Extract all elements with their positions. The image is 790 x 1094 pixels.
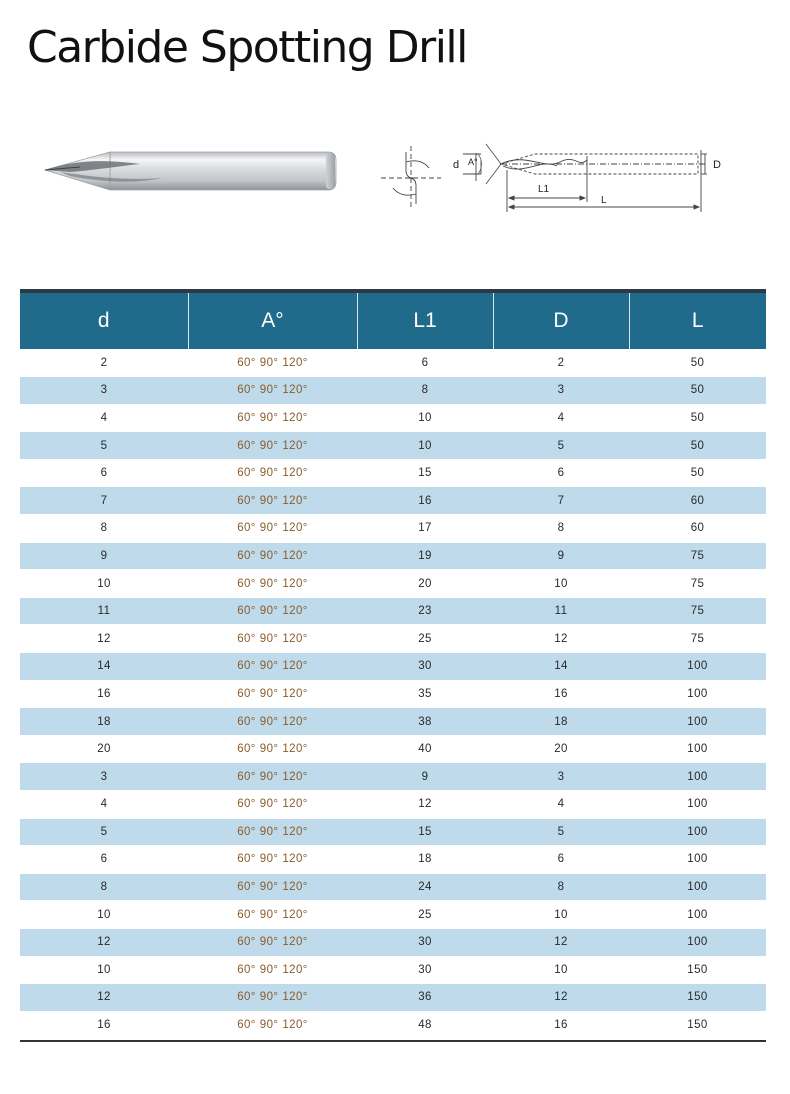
cell-d: 5 <box>20 432 188 460</box>
cell-angle <box>188 404 357 432</box>
table-row <box>20 818 766 846</box>
cell-d: 2 <box>100 356 108 369</box>
angle-value: 120° <box>282 522 308 535</box>
angle-value: 90° <box>259 660 279 673</box>
header-l1: L1 <box>357 291 493 349</box>
cell-shank-d: 11 <box>493 597 629 625</box>
header-l: L <box>629 291 766 349</box>
cell-l1: 10 <box>418 411 432 424</box>
angle-value: 90° <box>259 687 279 700</box>
cell-d: 8 <box>100 522 108 535</box>
cell-l: 100 <box>687 798 708 811</box>
cell-shank-d: 2 <box>557 356 565 369</box>
angle-value: 60° <box>237 798 256 811</box>
angle-value: 90° <box>259 439 279 452</box>
table-row <box>20 846 766 874</box>
cell-l: 50 <box>629 377 766 405</box>
angle-value: 90° <box>259 798 279 811</box>
angle-value: 60° <box>237 991 256 1004</box>
end-view-sketch <box>381 146 441 210</box>
cell-angle <box>188 570 357 598</box>
angle-value: 60° <box>237 522 256 535</box>
cell-d: 12 <box>20 928 188 956</box>
angle-value: 90° <box>259 605 279 618</box>
cell-l: 150 <box>687 963 708 976</box>
cell-l: 50 <box>690 411 705 424</box>
angle-value: 90° <box>259 494 279 507</box>
cell-angle <box>188 459 357 487</box>
cell-l: 50 <box>690 356 705 369</box>
angle-value: 120° <box>282 439 308 452</box>
cell-l1: 17 <box>418 522 432 535</box>
cell-l: 75 <box>629 542 766 570</box>
header-d: d <box>20 291 188 349</box>
cell-l: 150 <box>687 1019 708 1032</box>
cell-shank-d: 16 <box>554 1019 568 1032</box>
cell-l1: 15 <box>357 818 493 846</box>
cell-l: 100 <box>687 908 708 921</box>
cell-d: 4 <box>100 798 108 811</box>
angle-value: 90° <box>259 743 279 756</box>
angle-value: 60° <box>237 743 256 756</box>
label-l1: L1 <box>538 184 550 195</box>
cell-shank-d: 3 <box>493 763 629 791</box>
angle-value: 90° <box>259 936 279 949</box>
cell-d: 10 <box>97 963 111 976</box>
cell-angle <box>188 846 357 874</box>
cell-l1: 23 <box>357 597 493 625</box>
table-row <box>20 625 766 653</box>
cell-l: 100 <box>629 873 766 901</box>
cell-shank-d: 16 <box>554 687 568 700</box>
cell-shank-d: 12 <box>554 632 568 645</box>
cell-l1: 30 <box>357 928 493 956</box>
cell-d: 16 <box>97 687 111 700</box>
angle-value: 90° <box>259 632 279 645</box>
cell-d: 3 <box>20 377 188 405</box>
cell-angle <box>188 377 357 405</box>
table-row <box>20 901 766 929</box>
angle-value: 120° <box>282 411 308 424</box>
table-row <box>20 377 766 405</box>
cell-shank-d: 18 <box>493 708 629 736</box>
angle-value: 60° <box>237 853 256 866</box>
angle-value: 120° <box>282 687 308 700</box>
cell-shank-d: 5 <box>493 818 629 846</box>
angle-value: 90° <box>259 908 279 921</box>
angle-value: 120° <box>282 715 308 728</box>
cell-shank-d: 10 <box>554 577 568 590</box>
angle-value: 120° <box>282 908 308 921</box>
cell-l1: 38 <box>357 708 493 736</box>
table-row <box>20 680 766 708</box>
angle-value: 90° <box>259 715 279 728</box>
page-title: Carbide Spotting Drill <box>27 22 467 73</box>
label-l: L <box>601 195 607 206</box>
angle-value: 60° <box>237 356 256 369</box>
cell-l: 100 <box>687 853 708 866</box>
cell-shank-d: 5 <box>493 432 629 460</box>
table-row <box>20 791 766 819</box>
table-row <box>20 928 766 956</box>
cell-l: 75 <box>629 597 766 625</box>
cell-shank-d: 12 <box>493 928 629 956</box>
angle-value: 120° <box>282 605 308 618</box>
cell-l1: 24 <box>357 873 493 901</box>
cell-l1: 36 <box>357 984 493 1012</box>
cell-d: 8 <box>20 873 188 901</box>
dimension-diagram <box>375 140 735 220</box>
table-row <box>20 404 766 432</box>
cell-shank-d: 14 <box>493 653 629 681</box>
angle-value: 120° <box>282 1019 308 1032</box>
cell-angle <box>188 432 357 460</box>
angle-value: 90° <box>259 384 279 397</box>
cell-l1: 9 <box>357 763 493 791</box>
table-row <box>20 956 766 984</box>
table-row <box>20 432 766 460</box>
cell-angle <box>188 680 357 708</box>
angle-value: 90° <box>259 963 279 976</box>
cell-shank-d: 6 <box>557 853 565 866</box>
cell-l1: 19 <box>357 542 493 570</box>
cell-d: 10 <box>97 908 111 921</box>
cell-angle <box>188 956 357 984</box>
cell-l1: 25 <box>418 908 432 921</box>
cell-shank-d: 3 <box>493 377 629 405</box>
angle-value: 120° <box>282 494 308 507</box>
cell-l1: 6 <box>421 356 429 369</box>
angle-value: 90° <box>259 577 279 590</box>
spec-table <box>20 289 766 1039</box>
angle-value: 60° <box>237 660 256 673</box>
angle-value: 120° <box>282 881 308 894</box>
cell-l1: 16 <box>357 487 493 515</box>
cell-l: 50 <box>690 467 705 480</box>
cell-l: 100 <box>687 743 708 756</box>
angle-value: 90° <box>259 853 279 866</box>
angle-value: 90° <box>259 1019 279 1032</box>
cell-angle <box>188 653 357 681</box>
table-row <box>20 487 766 515</box>
angle-value: 60° <box>237 384 256 397</box>
cell-angle <box>188 735 357 763</box>
label-shank-d: D <box>713 159 721 171</box>
angle-value: 90° <box>259 522 279 535</box>
angle-value: 120° <box>282 770 308 783</box>
spec-table-container <box>20 289 766 1042</box>
table-row <box>20 873 766 901</box>
table-row <box>20 1011 766 1039</box>
angle-value: 120° <box>282 577 308 590</box>
cell-l1: 30 <box>418 963 432 976</box>
table-row <box>20 708 766 736</box>
cell-l1: 15 <box>418 467 432 480</box>
cell-shank-d: 4 <box>557 798 565 811</box>
cell-l1: 48 <box>418 1019 432 1032</box>
cell-shank-d: 10 <box>554 963 568 976</box>
cell-d: 16 <box>97 1019 111 1032</box>
angle-value: 60° <box>237 467 256 480</box>
angle-value: 120° <box>282 825 308 838</box>
header-angle: A° <box>188 291 357 349</box>
table-row <box>20 653 766 681</box>
cell-shank-d: 9 <box>493 542 629 570</box>
angle-value: 120° <box>282 549 308 562</box>
cell-shank-d: 6 <box>557 467 565 480</box>
cell-d: 18 <box>20 708 188 736</box>
cell-angle <box>188 763 357 791</box>
angle-value: 60° <box>237 1019 256 1032</box>
header-shank-d: D <box>493 291 629 349</box>
angle-value: 120° <box>282 632 308 645</box>
angle-value: 90° <box>259 825 279 838</box>
cell-angle <box>188 487 357 515</box>
cell-l: 60 <box>690 522 705 535</box>
angle-value: 90° <box>259 467 279 480</box>
table-header-row <box>20 291 766 349</box>
angle-value: 120° <box>282 991 308 1004</box>
angle-value: 120° <box>282 467 308 480</box>
cell-l: 150 <box>629 984 766 1012</box>
table-row <box>20 735 766 763</box>
cell-d: 12 <box>20 984 188 1012</box>
cell-l: 75 <box>690 577 705 590</box>
angle-value: 60° <box>237 770 256 783</box>
cell-l1: 40 <box>418 743 432 756</box>
cell-angle <box>188 708 357 736</box>
angle-value: 120° <box>282 853 308 866</box>
cell-l: 50 <box>629 432 766 460</box>
angle-value: 60° <box>237 605 256 618</box>
angle-value: 60° <box>237 963 256 976</box>
cell-l: 100 <box>629 818 766 846</box>
table-row <box>20 515 766 543</box>
table-row <box>20 597 766 625</box>
cell-angle <box>188 928 357 956</box>
cell-angle <box>188 901 357 929</box>
cell-d: 5 <box>20 818 188 846</box>
table-row <box>20 763 766 791</box>
cell-d: 6 <box>100 467 108 480</box>
cell-l: 60 <box>629 487 766 515</box>
angle-value: 90° <box>259 411 279 424</box>
cell-d: 9 <box>20 542 188 570</box>
cell-angle <box>188 597 357 625</box>
cell-d: 4 <box>100 411 108 424</box>
angle-value: 60° <box>237 632 256 645</box>
cell-d: 11 <box>20 597 188 625</box>
cell-angle <box>188 349 357 377</box>
cell-angle <box>188 873 357 901</box>
angle-value: 60° <box>237 411 256 424</box>
angle-value: 90° <box>259 549 279 562</box>
cell-l1: 18 <box>418 853 432 866</box>
cell-l1: 8 <box>357 377 493 405</box>
table-row <box>20 984 766 1012</box>
cell-angle <box>188 625 357 653</box>
angle-value: 120° <box>282 963 308 976</box>
cell-d: 20 <box>97 743 111 756</box>
cell-l: 100 <box>687 687 708 700</box>
cell-l: 100 <box>629 928 766 956</box>
angle-value: 90° <box>259 991 279 1004</box>
cell-angle <box>188 818 357 846</box>
angle-value: 60° <box>237 439 256 452</box>
drill-photo <box>40 148 340 194</box>
angle-value: 120° <box>282 384 308 397</box>
angle-value: 60° <box>237 687 256 700</box>
cell-shank-d: 10 <box>554 908 568 921</box>
angle-value: 120° <box>282 660 308 673</box>
cell-l1: 25 <box>418 632 432 645</box>
cell-angle <box>188 984 357 1012</box>
cell-l: 100 <box>629 763 766 791</box>
angle-value: 60° <box>237 715 256 728</box>
angle-value: 90° <box>259 881 279 894</box>
angle-value: 120° <box>282 936 308 949</box>
cell-d: 7 <box>20 487 188 515</box>
angle-value: 60° <box>237 549 256 562</box>
table-row <box>20 459 766 487</box>
cell-angle <box>188 515 357 543</box>
table-row <box>20 570 766 598</box>
angle-value: 60° <box>237 494 256 507</box>
angle-value: 60° <box>237 936 256 949</box>
label-d: d <box>453 159 460 171</box>
cell-l1: 10 <box>357 432 493 460</box>
angle-value: 60° <box>237 825 256 838</box>
label-angle: A° <box>468 157 478 167</box>
cell-l1: 30 <box>357 653 493 681</box>
angle-value: 60° <box>237 881 256 894</box>
cell-d: 6 <box>100 853 108 866</box>
cell-l1: 35 <box>418 687 432 700</box>
angle-value: 120° <box>282 798 308 811</box>
cell-l1: 12 <box>418 798 432 811</box>
cell-shank-d: 7 <box>493 487 629 515</box>
cell-shank-d: 8 <box>493 873 629 901</box>
table-row <box>20 349 766 377</box>
cell-l: 100 <box>629 653 766 681</box>
table-bottom-rule <box>20 1040 766 1042</box>
table-body <box>20 349 766 1039</box>
cell-shank-d: 12 <box>493 984 629 1012</box>
angle-value: 90° <box>259 770 279 783</box>
cell-angle <box>188 791 357 819</box>
cell-d: 3 <box>20 763 188 791</box>
angle-value: 120° <box>282 743 308 756</box>
cell-l: 75 <box>690 632 705 645</box>
cell-l1: 20 <box>418 577 432 590</box>
angle-value: 60° <box>237 908 256 921</box>
cell-l: 100 <box>629 708 766 736</box>
cell-shank-d: 8 <box>557 522 565 535</box>
table-row <box>20 542 766 570</box>
angle-value: 60° <box>237 577 256 590</box>
cell-angle <box>188 1011 357 1039</box>
cell-d: 14 <box>20 653 188 681</box>
cell-shank-d: 4 <box>557 411 565 424</box>
cell-d: 12 <box>97 632 111 645</box>
cell-angle <box>188 542 357 570</box>
angle-value: 90° <box>259 356 279 369</box>
angle-value: 120° <box>282 356 308 369</box>
cell-d: 10 <box>97 577 111 590</box>
cell-shank-d: 20 <box>554 743 568 756</box>
